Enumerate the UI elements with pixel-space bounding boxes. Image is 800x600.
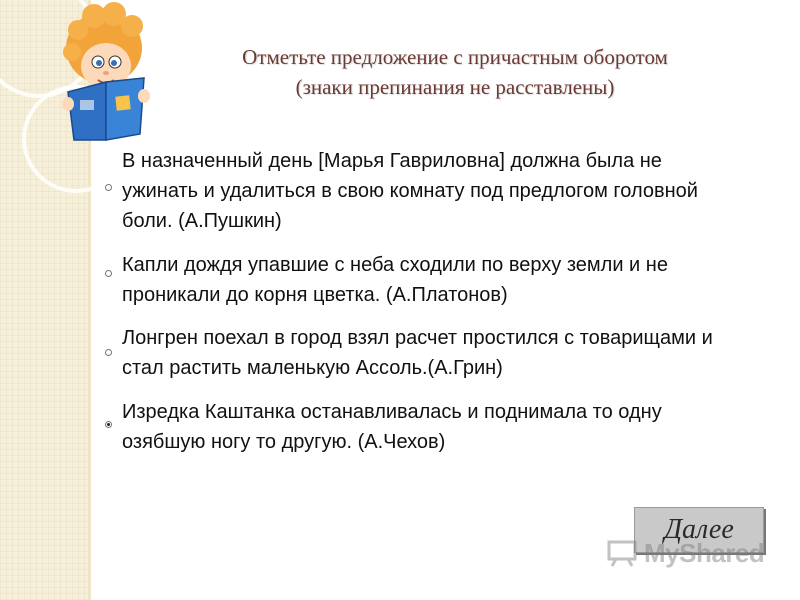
answer-option-2[interactable] (105, 250, 745, 312)
radio-button[interactable] (105, 270, 112, 277)
answer-option-4[interactable] (105, 397, 745, 459)
answer-text: Изредка Каштанка останавливалась и поднимала то одну озябшую ногу то другую. (А.Чехов) (122, 401, 662, 453)
question-title (130, 42, 780, 102)
watermark-text: MyShared (644, 537, 765, 568)
radio-button[interactable] (105, 349, 112, 356)
answer-text: Капли дождя упавшие с неба сходили по верху земли и не проникали до корня цветка. (А.Платонов) (122, 254, 668, 306)
radio-button-selected[interactable] (105, 421, 112, 428)
answer-text: Лонгрен поехал в город взял расчет простился с товарищами и стал растить маленькую Ассоль.(А.Грин) (122, 327, 713, 379)
answer-option-1[interactable] (105, 146, 745, 238)
presentation-board-icon (606, 539, 640, 567)
radio-button[interactable] (105, 184, 112, 191)
title-line-2: (знаки препинания не расставлены) (295, 75, 615, 99)
next-button-label: Далее (664, 514, 734, 545)
watermark (606, 538, 764, 568)
answer-option-3[interactable] (105, 323, 745, 385)
answer-text: В назначенный день [Марья Гавриловна] должна была не ужинать и удалиться в свою комнату под предлогом головной боли. (А.Пушкин) (122, 150, 698, 232)
title-line-1: Отметьте предложение с причастным оборотом (242, 45, 668, 69)
